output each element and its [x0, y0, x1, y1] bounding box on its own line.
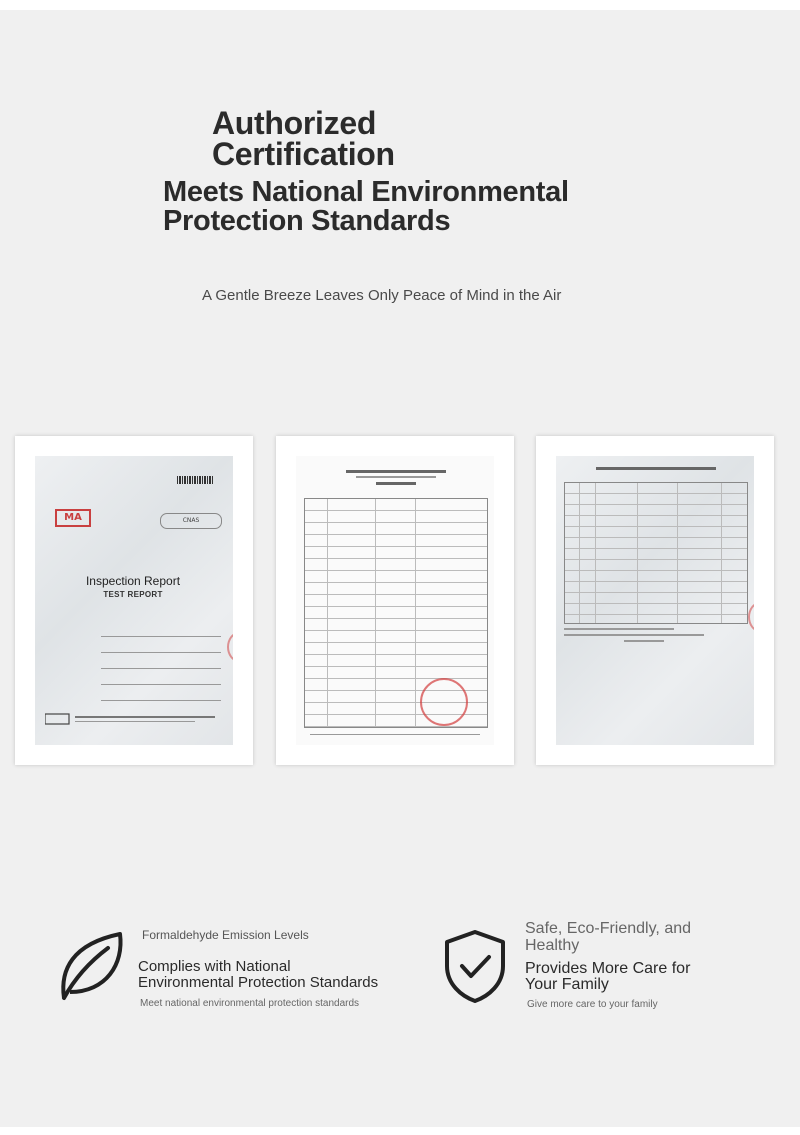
report-subtitle: TEST REPORT — [103, 590, 163, 599]
stamp-icon — [227, 632, 233, 662]
feature-2-heading — [525, 961, 690, 993]
feature-1-heading-line: Complies with National — [138, 958, 291, 975]
form-row — [63, 660, 213, 672]
title-line: Authorized — [212, 105, 377, 141]
form-line — [101, 660, 221, 669]
form-row — [63, 676, 213, 688]
ma-logo-icon: MA — [55, 509, 91, 527]
notes-text-icon — [564, 626, 714, 646]
stamp-icon — [748, 602, 754, 632]
bottom-border — [0, 1127, 800, 1135]
top-border — [0, 0, 800, 10]
feature-2-label-line: Healthy — [525, 937, 580, 954]
form-line — [101, 644, 221, 653]
report-cover-image — [35, 456, 233, 745]
barcode-icon — [177, 476, 213, 484]
report-results-image — [556, 456, 754, 745]
subtitle-line: Meets National Environmental — [163, 176, 569, 208]
form-line — [101, 676, 221, 685]
cnas-logo-icon: CNAS — [160, 513, 222, 529]
shield-check-icon — [443, 928, 507, 1004]
form-line — [101, 628, 221, 637]
feature-2-label — [525, 920, 691, 954]
certificate-card-report[interactable] — [276, 436, 514, 765]
tagline: A Gentle Breeze Leaves Only Peace of Mind in the Air — [202, 287, 562, 304]
feature-1-caption: Meet national environmental protection standards — [140, 998, 360, 1009]
signature-line — [310, 734, 480, 735]
report-header-icon — [586, 464, 726, 478]
feature-1-heading-line: Environmental Protection Standards — [138, 974, 379, 991]
title-line: Certification — [212, 136, 395, 172]
feature-2-label-line: Safe, Eco-Friendly, and — [525, 920, 692, 937]
qtc-logo-icon — [45, 712, 225, 726]
feature-2-heading-line: Provides More Care for — [525, 960, 691, 977]
page-title — [212, 105, 395, 172]
feature-1-label: Formaldehyde Emission Levels — [142, 928, 309, 942]
results-table — [564, 482, 748, 624]
form-line — [101, 692, 221, 701]
report-header-icon — [336, 468, 456, 490]
stamp-icon — [420, 678, 468, 726]
subtitle-line: Protection Standards — [163, 205, 451, 237]
feature-1-heading — [138, 959, 378, 991]
page-subtitle — [163, 178, 569, 236]
form-row — [63, 644, 213, 656]
certificate-card-cover[interactable] — [15, 436, 253, 765]
leaf-icon — [58, 930, 126, 1004]
form-row — [63, 692, 213, 704]
report-title: Inspection Report — [85, 574, 181, 588]
feature-2-heading-line: Your Family — [525, 976, 609, 993]
feature-2-caption: Give more care to your family — [527, 999, 658, 1010]
form-row — [63, 628, 213, 640]
certificate-card-results[interactable] — [536, 436, 774, 765]
report-page-image — [296, 456, 494, 745]
